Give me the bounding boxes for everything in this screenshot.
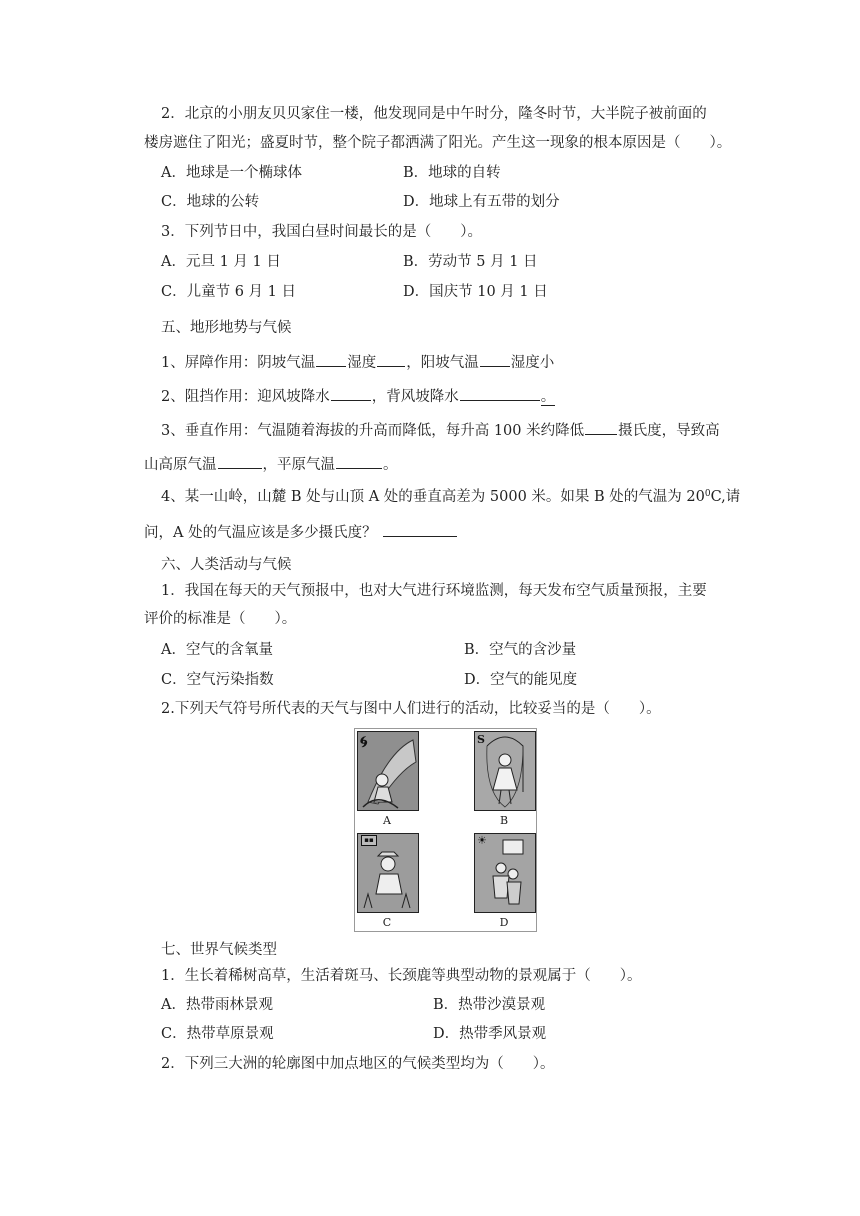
- item1-blank-3[interactable]: [480, 351, 510, 367]
- q3-stem: 3．下列节日中，我国白昼时间最长的是（ ）。: [161, 224, 482, 240]
- section7-q1-option-a: A．热带雨林景观: [161, 997, 273, 1013]
- section7-q1-option-d: D．热带季风景观: [433, 1026, 547, 1042]
- item4-text-a: 4、某一山岭，山麓 B 处与山顶 A 处的垂直高差为 5000 米。如果 B 处的气温为 20: [161, 489, 705, 505]
- section6-q1-option-b: B．空气的含沙量: [464, 642, 577, 658]
- section6-q1-option-d: D．空气的能见度: [464, 672, 578, 688]
- item3-blank-3[interactable]: [336, 453, 382, 469]
- section6-q1-line1: 1．我国在每天的天气预报中，也对大气进行环境监测，每天发布空气质量预报，主要: [161, 583, 707, 599]
- item3-text-c: 山高原气温: [144, 457, 217, 473]
- item1-text-c: ，阳坡气温: [406, 355, 479, 371]
- item1-text-a: 1、屏障作用：阴坡气温: [161, 355, 316, 371]
- item3-text-b: 摄氏度，导致高: [618, 423, 720, 439]
- panel-a-picture: [357, 731, 419, 811]
- panel-c-picture: [357, 833, 419, 913]
- item3-text-e: 。: [383, 457, 398, 473]
- item4-answer-blank[interactable]: [383, 521, 457, 537]
- haze-icon: ▪▪: [361, 835, 377, 846]
- item2-text-a: 2、阻挡作用：迎风坡降水: [161, 389, 330, 405]
- item2-text-b: ，背风坡降水: [371, 389, 459, 405]
- section5-item2: [161, 385, 555, 407]
- item1-blank-2[interactable]: [377, 351, 405, 367]
- q3-option-c: C．儿童节 6 月 1 日: [161, 284, 296, 300]
- item1-text-b: 湿度: [347, 355, 377, 371]
- item3-text-a: 3、垂直作用：气温随着海拔的升高而降低，每升高 100 米约降低: [161, 423, 585, 439]
- panel-a-label: A: [383, 814, 391, 827]
- item3-blank-2[interactable]: [218, 453, 262, 469]
- q3-option-d: D．国庆节 10 月 1 日: [403, 284, 548, 300]
- section5-item3-line2: [144, 453, 398, 475]
- q2-stem-line2: 楼房遮住了阳光；盛夏时节，整个院子都洒满了阳光。产生这一现象的根本原因是（ ）。: [144, 135, 732, 151]
- sandstorm-icon: S: [477, 733, 485, 746]
- item4-text-b: C,请: [710, 489, 741, 505]
- section7-q1-option-c: C．热带草原景观: [161, 1026, 274, 1042]
- section5-title: 五、地形地势与气候: [161, 320, 292, 336]
- q2-stem-line1: 2．北京的小朋友贝贝家住一楼，他发现同是中午时分，隆冬时节，大半院子被前面的: [161, 106, 707, 122]
- section6-title: 六、人类活动与气候: [161, 557, 292, 573]
- item1-blank-1[interactable]: [316, 351, 346, 367]
- item2-blank-2[interactable]: [460, 385, 540, 401]
- q2-option-d: D．地球上有五带的划分: [403, 194, 560, 210]
- panel-d-picture: [474, 833, 536, 913]
- section5-item4-line2: [144, 521, 458, 543]
- section7-title: 七、世界气候类型: [161, 942, 277, 958]
- section7-q2-stem: 2．下列三大洲的轮廓图中加点地区的气候类型均为（ ）。: [161, 1056, 555, 1072]
- panel-c-label: C: [382, 916, 392, 929]
- section6-q1-line2: 评价的标准是（ ）。: [144, 611, 297, 627]
- section6-q1-option-c: C．空气污染指数: [161, 672, 274, 688]
- q2-option-c: C．地球的公转: [161, 194, 260, 210]
- panel-b-picture: [474, 731, 536, 811]
- section5-item3-line1: [161, 419, 720, 441]
- item1-text-d: 湿度小: [510, 355, 555, 371]
- sunny-icon: ☀: [477, 834, 487, 847]
- q3-option-b: B．劳动节 5 月 1 日: [403, 254, 538, 270]
- q2-option-a: A．地球是一个椭球体: [161, 165, 302, 181]
- panel-b-label: B: [499, 814, 509, 827]
- item2-text-c: 。: [540, 389, 556, 405]
- section6-q1-option-a: A．空气的含氧量: [161, 642, 273, 658]
- section7-q1-stem: 1．生长着稀树高草，生活着斑马、长颈鹿等典型动物的景观属于（ ）。: [161, 968, 642, 984]
- item4-superscript: 0: [704, 489, 711, 499]
- weather-activity-figure: [354, 728, 537, 932]
- item3-blank-1[interactable]: [585, 419, 617, 435]
- item3-text-d: ，平原气温: [262, 457, 335, 473]
- q2-option-b: B．地球的自转: [403, 165, 501, 181]
- section6-q2-stem: 2.下列天气符号所代表的天气与图中人们进行的活动，比较妥当的是（ ）。: [161, 701, 661, 717]
- section5-item4-line1: [161, 487, 740, 507]
- item2-blank-1[interactable]: [331, 385, 371, 401]
- section5-item1: [161, 351, 554, 373]
- panel-d-label: D: [499, 916, 509, 929]
- section7-q1-option-b: B．热带沙漠景观: [433, 997, 546, 1013]
- q3-option-a: A．元旦 1 月 1 日: [161, 254, 281, 270]
- item4-text-c: 问，A 处的气温应该是多少摄氏度？: [144, 525, 377, 541]
- typhoon-icon: 🌀︎: [360, 732, 368, 751]
